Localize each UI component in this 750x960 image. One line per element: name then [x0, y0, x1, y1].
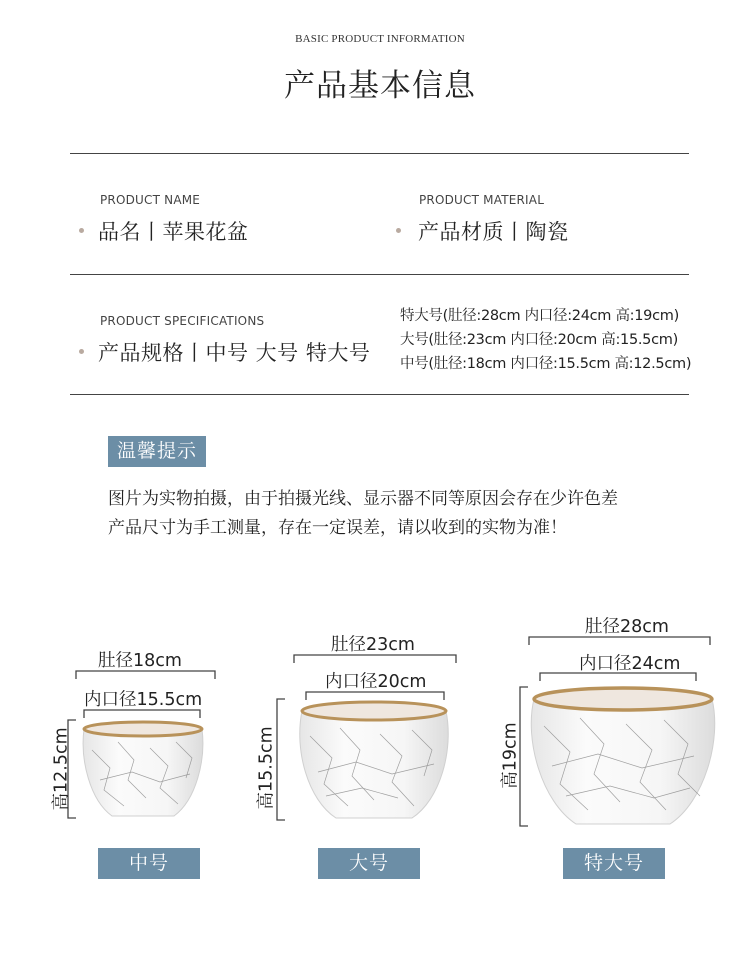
pot-medium [83, 722, 203, 816]
size-label-large: 大号 [318, 848, 420, 879]
product-material: 产品材质丨陶瓷 [418, 220, 569, 244]
pot-medium-height-label: 高12.5cm [51, 727, 72, 811]
product-specs-en: PRODUCT SPECIFICATIONS [100, 314, 265, 328]
page-title: 产品基本信息 [284, 68, 476, 104]
pot-large-belly-label: 肚径23cm [331, 635, 415, 655]
pot-xl [531, 688, 715, 824]
spec-line-m: 中号(肚径:18cm 内口径:15.5cm 高:12.5cm) [400, 356, 692, 372]
product-name: 品名丨苹果花盆 [98, 220, 249, 244]
pot-xl-belly-label: 肚径28cm [585, 617, 669, 637]
tip-line-2: 产品尺寸为手工测量，存在一定误差，请以收到的实物为准！ [108, 518, 567, 538]
tips-badge: 温馨提示 [108, 436, 206, 467]
pot-large-height-label: 高15.5cm [256, 726, 277, 810]
size-label-xl: 特大号 [563, 848, 665, 879]
pot-xl-height-label: 高19cm [500, 722, 521, 789]
spec-line-xl: 特大号(肚径:28cm 内口径:24cm 高:19cm) [400, 308, 679, 324]
size-label-medium: 中号 [98, 848, 200, 879]
pot-large [300, 702, 448, 818]
tip-line-1: 图片为实物拍摄，由于拍摄光线、显示器不同等原因会存在少许色差 [108, 489, 618, 509]
spec-line-l: 大号(肚径:23cm 内口径:20cm 高:15.5cm) [400, 332, 678, 348]
pot-medium-belly-label: 肚径18cm [98, 651, 182, 671]
pot-medium-inner-label: 内口径15.5cm [84, 690, 203, 710]
product-name-en: PRODUCT NAME [100, 193, 201, 207]
product-material-en: PRODUCT MATERIAL [419, 193, 545, 207]
pot-xl-inner-label: 内口径24cm [579, 654, 681, 674]
pot-large-inner-label: 内口径20cm [325, 672, 427, 692]
section-eyebrow: BASIC PRODUCT INFORMATION [295, 33, 465, 45]
product-specs: 产品规格丨中号 大号 特大号 [98, 341, 371, 365]
